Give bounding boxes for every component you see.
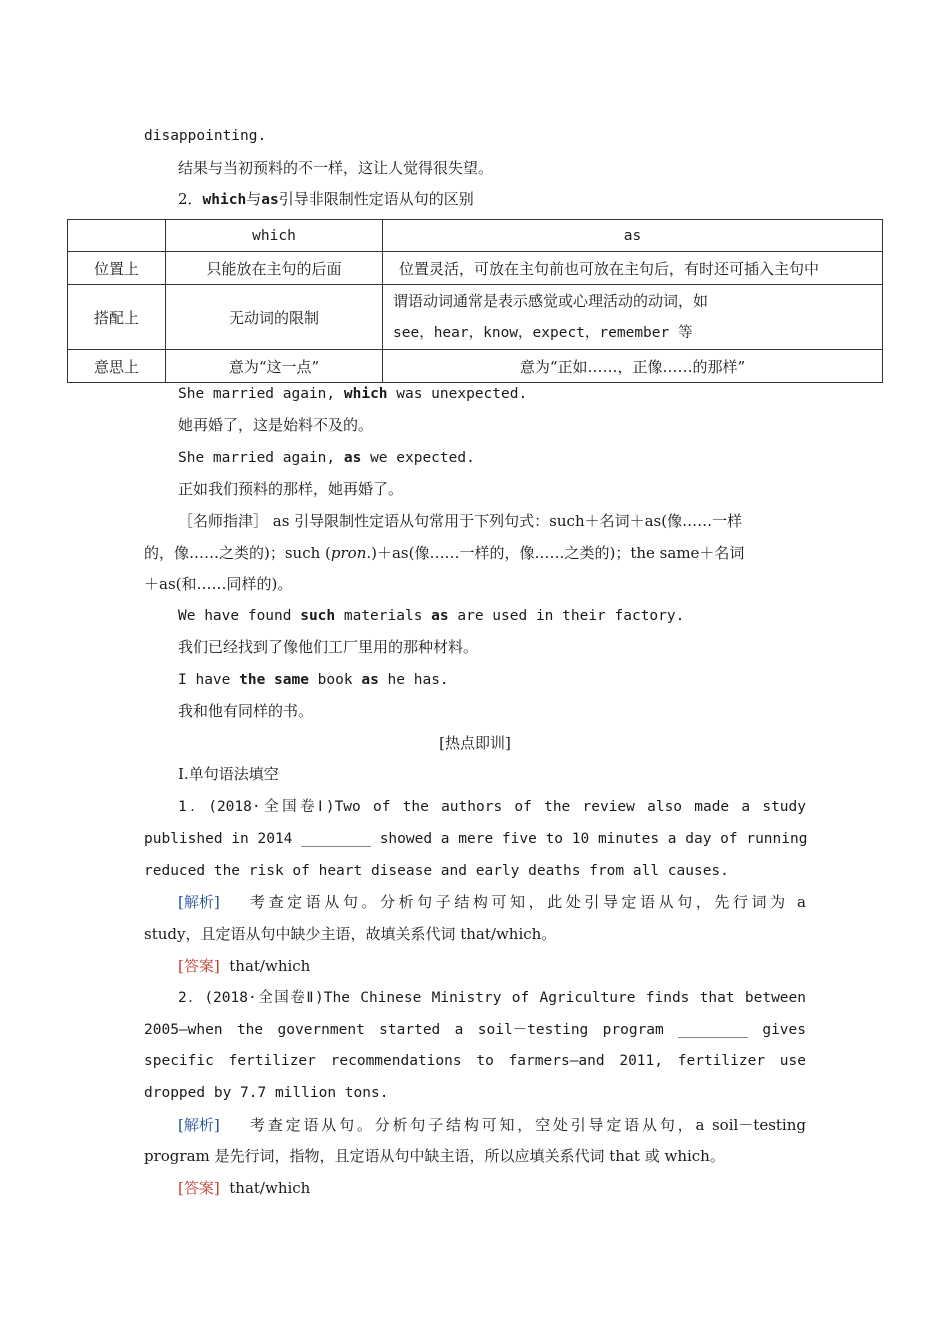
example-text: book bbox=[308, 672, 362, 688]
analysis-tag: [解析] bbox=[178, 1116, 220, 1134]
example-sentence bbox=[178, 606, 684, 626]
answer-text: that/which bbox=[229, 1179, 311, 1197]
table-row bbox=[68, 252, 883, 285]
analysis-text: 考查定语从句。分析句子结构可知，空处引导定语从句，a soil－testing bbox=[250, 1116, 806, 1134]
example-text: I have bbox=[178, 672, 240, 688]
question-1-answer bbox=[178, 956, 310, 976]
example-keyword: as bbox=[361, 672, 379, 688]
heading-rest: 引导非限制性定语从句的区别 bbox=[278, 190, 474, 208]
tip-text: )＋as(像……一样的，像……之类的)；the same＋名词 bbox=[371, 544, 745, 562]
answer-text: that/which bbox=[229, 957, 311, 975]
table-cell-which: 只能放在主句的后面 bbox=[166, 252, 383, 285]
tip-line bbox=[144, 543, 744, 563]
question-1-line: published in 2014 ________ showed a mere five to 10 minutes a day of running bbox=[144, 831, 808, 847]
table-row bbox=[68, 350, 883, 383]
question-2-line: 2．(2018·全国卷Ⅱ)The Chinese Ministry of Agriculture finds that between bbox=[178, 990, 806, 1006]
example-text: She married again, bbox=[178, 386, 344, 402]
table-cell-which: 无动词的限制 bbox=[166, 285, 383, 350]
question-2-analysis bbox=[178, 1115, 806, 1135]
question-1-analysis-cont: study，且定语从句中缺少主语，故填关系代词 that/which。 bbox=[144, 925, 557, 943]
question-2-line: specific fertilizer recommendations to farmers—and 2011, fertilizer use bbox=[144, 1053, 806, 1069]
heading-which: which bbox=[202, 192, 247, 208]
analysis-tag: [解析] bbox=[178, 893, 220, 911]
table-row-label: 位置上 bbox=[68, 252, 166, 285]
table-row-label: 搭配上 bbox=[68, 285, 166, 350]
comparison-table bbox=[67, 219, 883, 383]
example-text: She married again, bbox=[178, 450, 344, 466]
tip-text: 的，像……之类的)；such ( bbox=[144, 544, 331, 562]
answer-tag: [答案] bbox=[178, 1179, 220, 1197]
table-cell-as: 意为“正如……，正像……的那样” bbox=[383, 350, 883, 383]
table-cell-as-line: 谓语动词通常是表示感觉或心理活动的动词，如 bbox=[393, 292, 709, 310]
table-row bbox=[68, 285, 883, 350]
example-sentence bbox=[178, 384, 527, 404]
example-text: was unexpected. bbox=[387, 386, 528, 402]
example-translation: 她再婚了，这是始料不及的。 bbox=[178, 416, 374, 434]
question-2-analysis-cont: program 是先行词，指物，且定语从句中缺主语，所以应填关系代词 that 或 which。 bbox=[144, 1147, 725, 1165]
question-1-analysis bbox=[178, 892, 806, 912]
heading-number: 2． bbox=[178, 190, 203, 208]
table-header-empty bbox=[68, 220, 166, 252]
table-header-row bbox=[68, 220, 883, 252]
table-header-as: as bbox=[383, 220, 883, 252]
table-cell-as bbox=[383, 285, 883, 350]
question-2-line: 2005—when the government started a soil－testing program ________ gives bbox=[144, 1022, 806, 1038]
table-cell-which: 意为“这一点” bbox=[166, 350, 383, 383]
section-title: [热点即训] bbox=[439, 734, 511, 752]
intro-text-line: disappointing. bbox=[144, 128, 267, 144]
section-subtitle: Ⅰ.单句语法填空 bbox=[178, 765, 279, 783]
example-translation: 正如我们预料的那样，她再婚了。 bbox=[178, 480, 404, 498]
example-sentence bbox=[178, 670, 449, 690]
question-1-line: 1．(2018·全国卷Ⅰ)Two of the authors of the review also made a study bbox=[178, 799, 806, 815]
table-cell-as: 位置灵活，可放在主句前也可放在主句后，有时还可插入主句中 bbox=[383, 252, 883, 285]
section-heading-2 bbox=[178, 189, 474, 210]
intro-translation: 结果与当初预料的不一样，这让人觉得很失望。 bbox=[178, 159, 494, 177]
example-translation: 我们已经找到了像他们工厂里用的那种材料。 bbox=[178, 638, 479, 656]
tip-line: ＋as(和……同样的)。 bbox=[144, 575, 293, 593]
heading-as: as bbox=[261, 192, 279, 208]
example-sentence bbox=[178, 448, 475, 468]
example-text: materials bbox=[335, 608, 432, 624]
question-2-line: dropped by 7.7 million tons. bbox=[144, 1085, 389, 1101]
table-row-label: 意思上 bbox=[68, 350, 166, 383]
example-text: are used in their factory. bbox=[448, 608, 685, 624]
tip-abbrev: pron. bbox=[330, 544, 372, 562]
table-header-which: which bbox=[166, 220, 383, 252]
question-1-line: reduced the risk of heart disease and early deaths from all causes. bbox=[144, 863, 729, 879]
tip-line: ［名师指津］ as 引导限制性定语从句常用于下列句式：such＋名词＋as(像……一样 bbox=[178, 512, 743, 530]
example-keyword: as bbox=[343, 450, 362, 466]
example-keyword: the same bbox=[239, 672, 309, 688]
table-cell-as-line: see，hear，know，expect，remember 等 bbox=[393, 325, 693, 341]
analysis-text: 考查定语从句。分析句子结构可知，此处引导定语从句，先行词为 a bbox=[250, 893, 806, 911]
example-text: he has. bbox=[378, 672, 449, 688]
example-translation: 我和他有同样的书。 bbox=[178, 702, 314, 720]
example-keyword: which bbox=[343, 386, 388, 402]
answer-tag: [答案] bbox=[178, 957, 220, 975]
example-text: we expected. bbox=[361, 450, 475, 466]
example-keyword: such bbox=[300, 608, 336, 624]
example-text: We have found bbox=[178, 608, 301, 624]
question-2-answer bbox=[178, 1178, 310, 1198]
example-keyword: as bbox=[431, 608, 449, 624]
heading-mid: 与 bbox=[246, 190, 262, 208]
